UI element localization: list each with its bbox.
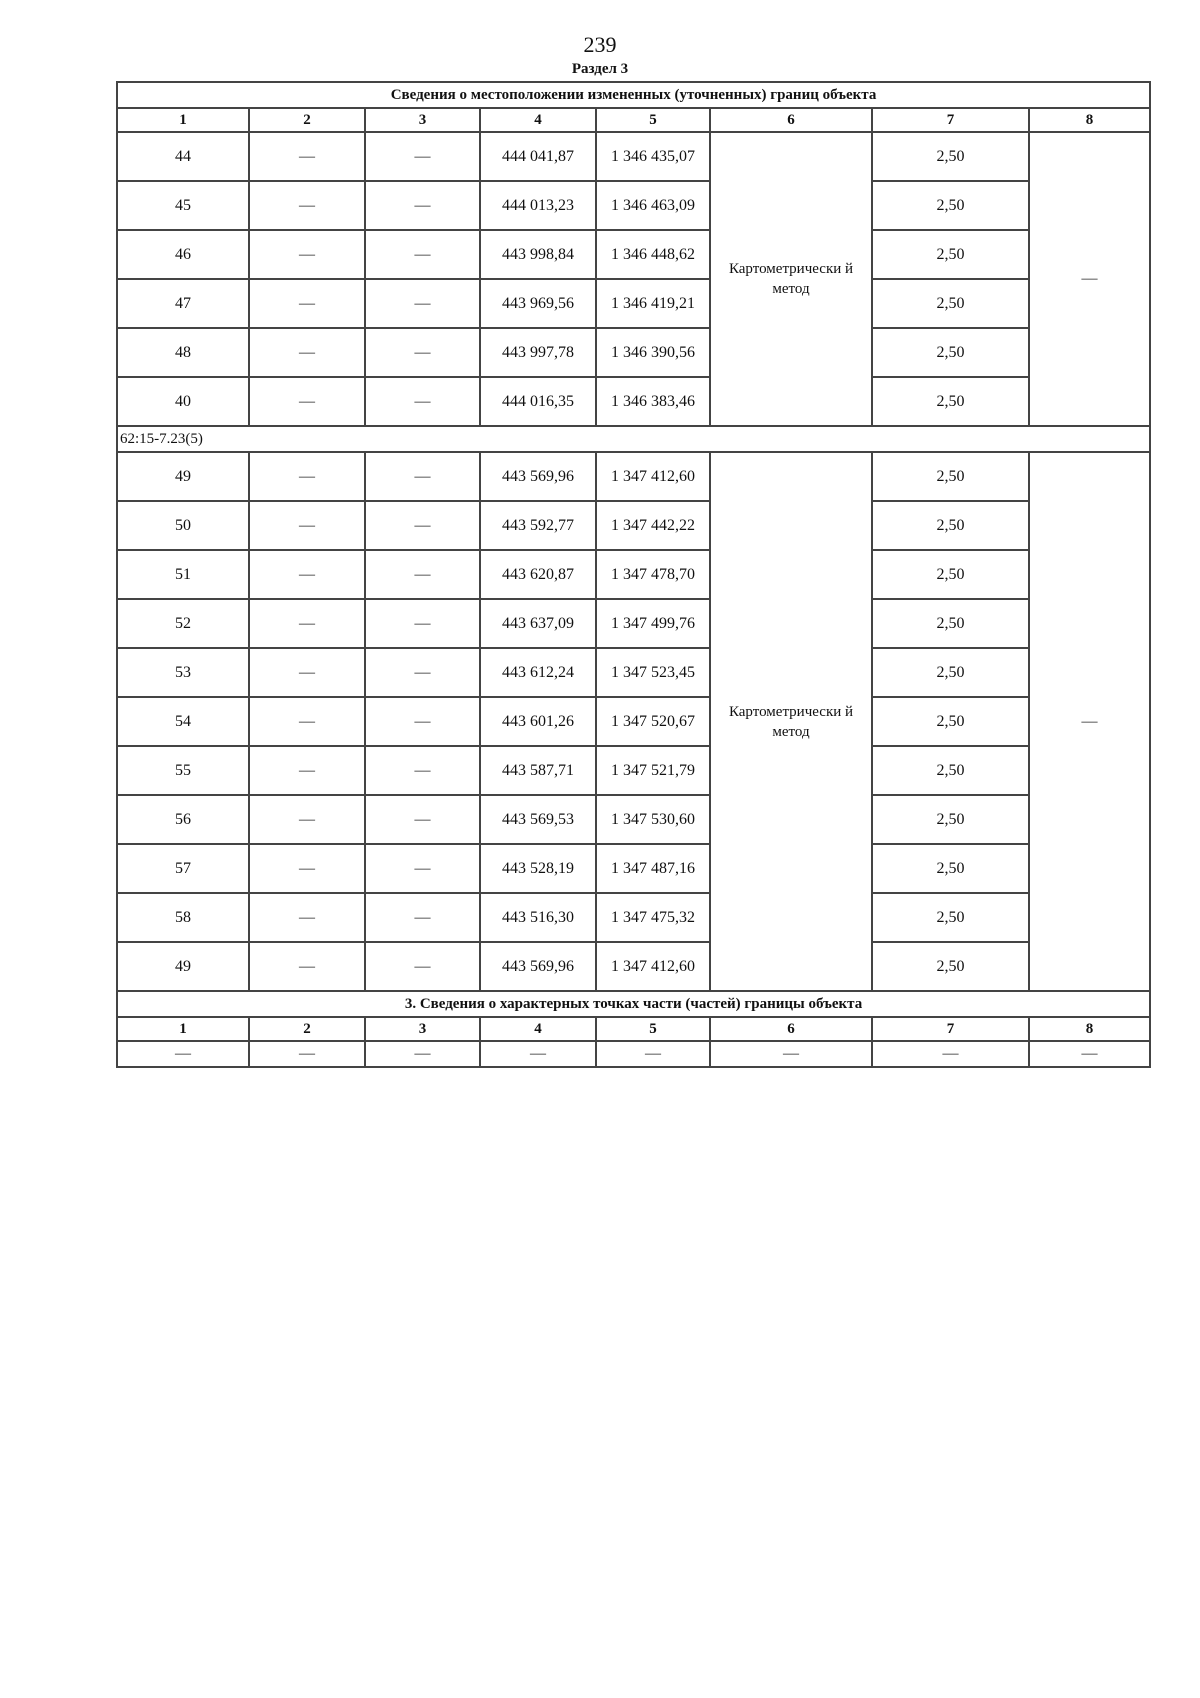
- col2-value: —: [249, 501, 365, 550]
- point-number: 45: [117, 181, 249, 230]
- col3-value: —: [365, 328, 480, 377]
- x-coordinate: 443 612,24: [480, 648, 596, 697]
- table-row: [117, 893, 1150, 942]
- y-coordinate: 1 346 463,09: [596, 181, 710, 230]
- table-row: [117, 328, 1150, 377]
- point-number: 47: [117, 279, 249, 328]
- table-row: [117, 377, 1150, 426]
- col3-value: —: [365, 132, 480, 181]
- point-number: 58: [117, 893, 249, 942]
- table-body: [117, 82, 1150, 1067]
- table-caption: Сведения о местоположении измененных (уточненных) границ объекта: [117, 82, 1150, 108]
- col3-value: —: [365, 181, 480, 230]
- col3-value: —: [365, 795, 480, 844]
- col3-value: —: [365, 697, 480, 746]
- col3-value: —: [365, 279, 480, 328]
- point-number: 54: [117, 697, 249, 746]
- empty-cell: —: [365, 1041, 480, 1067]
- column-number: 6: [710, 108, 872, 132]
- x-coordinate: 443 528,19: [480, 844, 596, 893]
- section2-empty-row: [117, 1041, 1150, 1067]
- accuracy-value: 2,50: [872, 230, 1029, 279]
- point-number: 53: [117, 648, 249, 697]
- accuracy-value: 2,50: [872, 279, 1029, 328]
- table-row: [117, 279, 1150, 328]
- accuracy-value: 2,50: [872, 746, 1029, 795]
- col3-value: —: [365, 844, 480, 893]
- column-number: 5: [596, 1017, 710, 1041]
- column-number: 1: [117, 1017, 249, 1041]
- y-coordinate: 1 347 499,76: [596, 599, 710, 648]
- column-number: 3: [365, 1017, 480, 1041]
- col3-value: —: [365, 893, 480, 942]
- y-coordinate: 1 347 520,67: [596, 697, 710, 746]
- col3-value: —: [365, 942, 480, 991]
- point-number: 52: [117, 599, 249, 648]
- col2-value: —: [249, 132, 365, 181]
- table-row: [117, 452, 1150, 501]
- page-number: 239: [583, 32, 617, 57]
- x-coordinate: 443 592,77: [480, 501, 596, 550]
- column-numbers-row: [117, 108, 1150, 132]
- column-number: 7: [872, 108, 1029, 132]
- x-coordinate: 443 516,30: [480, 893, 596, 942]
- section2-caption-row: [117, 991, 1150, 1017]
- point-number: 48: [117, 328, 249, 377]
- col2-value: —: [249, 648, 365, 697]
- col2-value: —: [249, 844, 365, 893]
- accuracy-value: 2,50: [872, 377, 1029, 426]
- x-coordinate: 443 620,87: [480, 550, 596, 599]
- column-number: 1: [117, 108, 249, 132]
- table-row: [117, 230, 1150, 279]
- y-coordinate: 1 347 412,60: [596, 452, 710, 501]
- y-coordinate: 1 347 487,16: [596, 844, 710, 893]
- empty-cell: —: [249, 1041, 365, 1067]
- col3-value: —: [365, 501, 480, 550]
- col2-value: —: [249, 328, 365, 377]
- point-number: 49: [117, 452, 249, 501]
- column-number: 7: [872, 1017, 1029, 1041]
- col2-value: —: [249, 599, 365, 648]
- empty-cell: —: [1029, 1041, 1150, 1067]
- col2-value: —: [249, 279, 365, 328]
- table-row: [117, 550, 1150, 599]
- section2-caption: 3. Сведения о характерных точках части (частей) границы объекта: [117, 991, 1150, 1017]
- y-coordinate: 1 347 521,79: [596, 746, 710, 795]
- column-number: 4: [480, 108, 596, 132]
- y-coordinate: 1 346 383,46: [596, 377, 710, 426]
- column-number: 3: [365, 108, 480, 132]
- accuracy-value: 2,50: [872, 132, 1029, 181]
- method-cell: Картометрически й метод: [710, 452, 872, 991]
- col3-value: —: [365, 452, 480, 501]
- col3-value: —: [365, 746, 480, 795]
- col3-value: —: [365, 648, 480, 697]
- column-number: 2: [249, 108, 365, 132]
- y-coordinate: 1 346 435,07: [596, 132, 710, 181]
- parcel-subheading: 62:15-7.23(5): [117, 426, 1150, 452]
- col2-value: —: [249, 746, 365, 795]
- table-row: [117, 181, 1150, 230]
- table-caption-row: [117, 82, 1150, 108]
- point-number: 51: [117, 550, 249, 599]
- accuracy-value: 2,50: [872, 328, 1029, 377]
- x-coordinate: 444 013,23: [480, 181, 596, 230]
- point-number: 50: [117, 501, 249, 550]
- table-row: [117, 132, 1150, 181]
- x-coordinate: 443 998,84: [480, 230, 596, 279]
- column-number: 2: [249, 1017, 365, 1041]
- point-number: 44: [117, 132, 249, 181]
- empty-cell: —: [480, 1041, 596, 1067]
- point-number: 56: [117, 795, 249, 844]
- section2-column-numbers-row: [117, 1017, 1150, 1041]
- table-row: [117, 942, 1150, 991]
- y-coordinate: 1 347 530,60: [596, 795, 710, 844]
- x-coordinate: 444 041,87: [480, 132, 596, 181]
- empty-cell: —: [872, 1041, 1029, 1067]
- column-number: 8: [1029, 108, 1150, 132]
- y-coordinate: 1 346 390,56: [596, 328, 710, 377]
- accuracy-value: 2,50: [872, 550, 1029, 599]
- col2-value: —: [249, 697, 365, 746]
- column-number: 5: [596, 108, 710, 132]
- y-coordinate: 1 346 419,21: [596, 279, 710, 328]
- point-number: 40: [117, 377, 249, 426]
- column-number: 6: [710, 1017, 872, 1041]
- col2-value: —: [249, 550, 365, 599]
- col2-value: —: [249, 452, 365, 501]
- table-row: [117, 795, 1150, 844]
- col2-value: —: [249, 795, 365, 844]
- section-title: Раздел 3: [571, 61, 629, 77]
- subheading-row: [117, 426, 1150, 452]
- table-row: [117, 648, 1150, 697]
- col8-value: —: [1029, 132, 1150, 426]
- table-row: [117, 746, 1150, 795]
- accuracy-value: 2,50: [872, 599, 1029, 648]
- empty-cell: —: [710, 1041, 872, 1067]
- col2-value: —: [249, 893, 365, 942]
- accuracy-value: 2,50: [872, 697, 1029, 746]
- table-row: [117, 501, 1150, 550]
- col2-value: —: [249, 942, 365, 991]
- point-number: 57: [117, 844, 249, 893]
- col2-value: —: [249, 230, 365, 279]
- y-coordinate: 1 347 523,45: [596, 648, 710, 697]
- table-row: [117, 844, 1150, 893]
- y-coordinate: 1 347 475,32: [596, 893, 710, 942]
- boundary-points-table: [116, 81, 1151, 1068]
- point-number: 55: [117, 746, 249, 795]
- accuracy-value: 2,50: [872, 795, 1029, 844]
- x-coordinate: 443 569,96: [480, 452, 596, 501]
- empty-cell: —: [596, 1041, 710, 1067]
- x-coordinate: 443 969,56: [480, 279, 596, 328]
- table-row: [117, 599, 1150, 648]
- accuracy-value: 2,50: [872, 648, 1029, 697]
- col2-value: —: [249, 377, 365, 426]
- point-number: 49: [117, 942, 249, 991]
- accuracy-value: 2,50: [872, 942, 1029, 991]
- column-number: 4: [480, 1017, 596, 1041]
- col3-value: —: [365, 377, 480, 426]
- accuracy-value: 2,50: [872, 893, 1029, 942]
- x-coordinate: 444 016,35: [480, 377, 596, 426]
- y-coordinate: 1 347 478,70: [596, 550, 710, 599]
- col2-value: —: [249, 181, 365, 230]
- accuracy-value: 2,50: [872, 452, 1029, 501]
- table-row: [117, 697, 1150, 746]
- y-coordinate: 1 347 412,60: [596, 942, 710, 991]
- x-coordinate: 443 637,09: [480, 599, 596, 648]
- col3-value: —: [365, 550, 480, 599]
- method-cell: Картометрически й метод: [710, 132, 872, 426]
- empty-cell: —: [117, 1041, 249, 1067]
- accuracy-value: 2,50: [872, 844, 1029, 893]
- accuracy-value: 2,50: [872, 501, 1029, 550]
- accuracy-value: 2,50: [872, 181, 1029, 230]
- col3-value: —: [365, 230, 480, 279]
- x-coordinate: 443 587,71: [480, 746, 596, 795]
- col8-value: —: [1029, 452, 1150, 991]
- x-coordinate: 443 569,53: [480, 795, 596, 844]
- column-number: 8: [1029, 1017, 1150, 1041]
- y-coordinate: 1 346 448,62: [596, 230, 710, 279]
- point-number: 46: [117, 230, 249, 279]
- y-coordinate: 1 347 442,22: [596, 501, 710, 550]
- x-coordinate: 443 997,78: [480, 328, 596, 377]
- col3-value: —: [365, 599, 480, 648]
- x-coordinate: 443 601,26: [480, 697, 596, 746]
- x-coordinate: 443 569,96: [480, 942, 596, 991]
